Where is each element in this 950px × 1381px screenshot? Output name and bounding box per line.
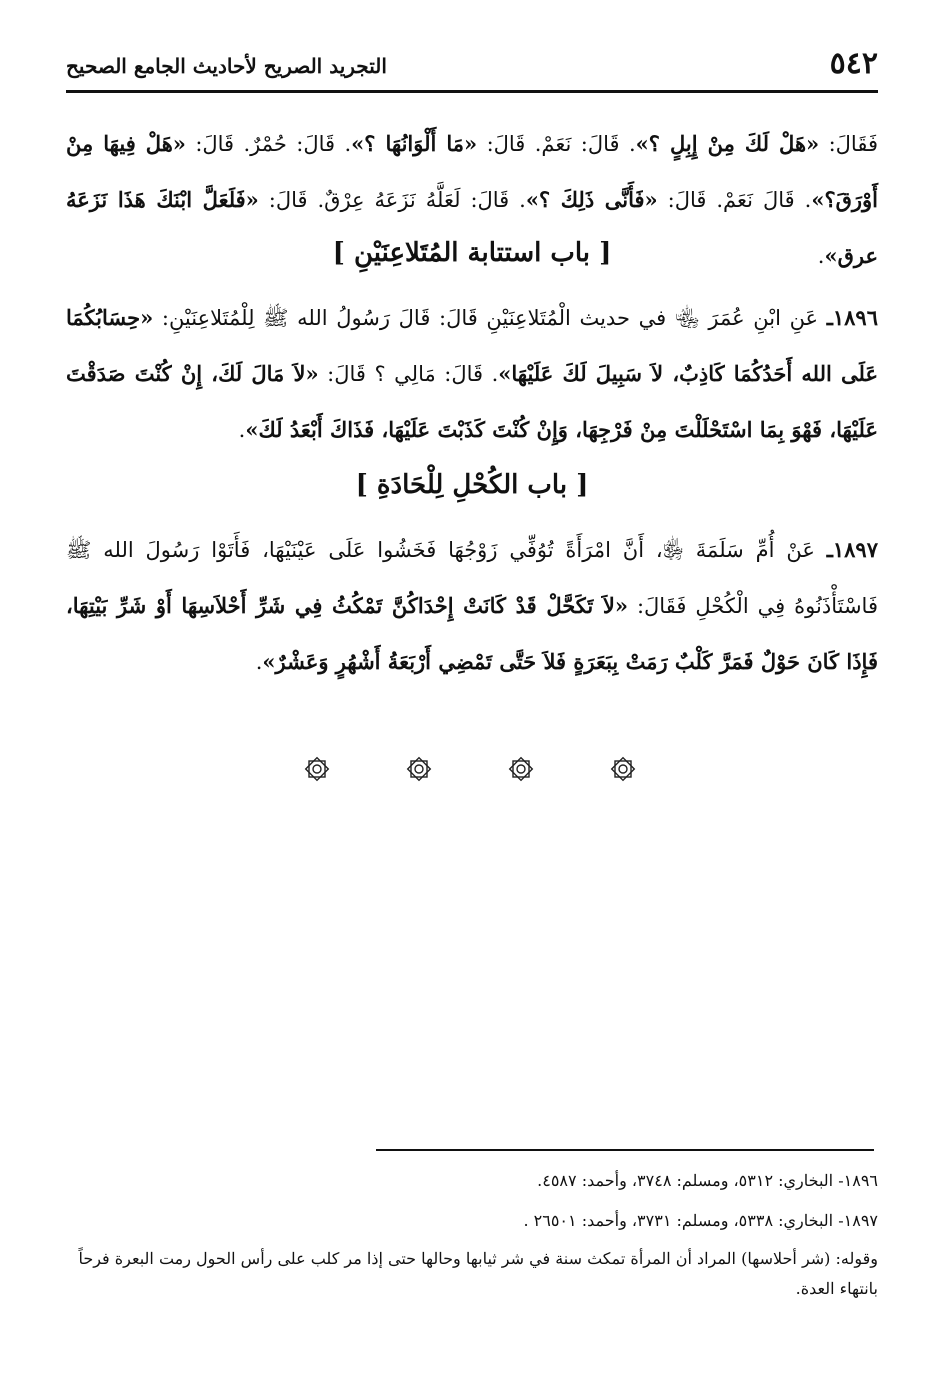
footnote-1896: ١٨٩٦- البخاري: ٥٣١٢، ومسلم: ٣٧٤٨، وأحمد: ٤٥٨٧. xyxy=(537,1171,878,1190)
prophet-quote: «فَأَنَّى ذَلِكَ ؟» xyxy=(525,187,658,212)
section-end-ornaments xyxy=(300,752,640,788)
eight-point-star-icon xyxy=(300,752,334,786)
footnote-1897: ١٨٩٧- البخاري: ٥٣٣٨، ومسلم: ٣٧٣١، وأحمد: ٢٦٥٠١ . xyxy=(523,1211,878,1230)
prophet-quote: «مَا أَلْوَانُهَا ؟» xyxy=(351,131,478,156)
intro-text: . قَالَ: حُمْرٌ. قَالَ: xyxy=(185,132,352,156)
hadith-text: . xyxy=(238,418,246,442)
hadith-text: . قَالَ: مَالِي ؟ قَالَ: xyxy=(318,362,499,386)
eight-point-star-icon xyxy=(402,752,436,786)
hadith-text: عَنْ أُمِّ سَلَمَةَ ﵂، أَنَّ امْرَأَةً تُوُفِّي زَوْجُهَا فَخَشُوا عَلَى عَيْنَيْهَا، فَأَتَوْا رَسُولَ الله ﷺ فَاسْتَأْذَنُوهُ فِي الْكُحْلِ فَقَالَ: xyxy=(66,538,878,618)
page-number: ٥٤٢ xyxy=(829,46,878,81)
header-rule xyxy=(66,90,878,93)
hadith-1897 xyxy=(66,522,878,690)
eight-point-star-icon xyxy=(606,752,640,786)
section-title-kuhl: [ باب الكُحْلِ لِلْحَادَةِ ] xyxy=(355,470,589,500)
intro-text: . قَالَ: نَعَمْ. قَالَ: xyxy=(477,132,636,156)
running-title: التجريد الصريح لأحاديث الجامع الصحيح xyxy=(66,54,387,78)
hadith-number: ١٨٩٦ـ xyxy=(826,305,878,330)
hadith-1896 xyxy=(66,290,878,458)
prophet-quote: «لاَ مَالَ لَكَ، إِنْ كُنْتَ صَدَقْتَ عَلَيْهَا، فَهْوَ بِمَا اسْتَحْلَلْتَ مِنْ فَرْجِهَا، وَإِنْ كُنْتَ كَذَبْتَ عَلَيْهَا، فَذَاكَ أَبْعَدُ لَكَ» xyxy=(66,361,878,442)
eight-point-star-icon xyxy=(504,752,538,786)
prophet-quote: «فَلَعَلَّ ابْنَكَ هَذَا نَزَعَهُ عرق» xyxy=(66,187,878,268)
hadith-text: عَنِ ابْنِ عُمَرَ ﵄ في حديث الْمُتَلاعِنَيْنِ قَالَ: قَالَ رَسُولُ الله ﷺ لِلْمُتَلاعِنَيْنِ: xyxy=(153,306,827,330)
intro-text: . قَالَ نَعَمْ. قَالَ: xyxy=(657,188,812,212)
footnote-explanation: وقوله: (شر أحلاسها) المراد أن المرأة تمكث سنة في شر ثيابها وحالها حتى إذا مر كلب على رأس الحول رمت البعرة فرحاً بانتهاء العدة. xyxy=(78,1249,878,1298)
hadith-text: . xyxy=(255,650,263,674)
hadith-number: ١٨٩٧ـ xyxy=(826,537,878,562)
intro-text: فَقَالَ: xyxy=(819,132,878,156)
prophet-quote: «حِسَابُكُمَا عَلَى الله أَحَدُكُمَا كَاذِبٌ، لاَ سَبِيلَ لَكَ عَلَيْهَا» xyxy=(66,305,878,386)
prophet-quote: «لاَ تَكَحَّلْ قَدْ كَانَتْ إِحْدَاكُنَّ تَمْكُثُ فِي شَرِّ أَحْلاَسِهَا أَوْ شَرِّ بَيْتِهَا، فَإِذَا كَانَ حَوْلٌ فَمَرَّ كَلْبٌ رَمَتْ بِبَعَرَةٍ فَلاَ حَتَّى تَمْضِي أَرْبَعَةُ أَشْهُرٍ وَعَشْرٌ» xyxy=(66,593,878,674)
prophet-quote: «هَلْ لَكَ مِنْ إِبِلٍ ؟» xyxy=(635,131,820,156)
page-header xyxy=(66,40,878,94)
intro-text: . xyxy=(817,244,825,268)
prophet-quote: «هَلْ فِيهَا مِنْ أَوْرَقَ؟» xyxy=(66,131,878,212)
intro-text: . قَالَ: لَعَلَّهُ نَزَعَهُ عِرْقٌ. قَالَ: xyxy=(258,188,526,212)
section-title-istitaba: [ باب استتابة المُتَلاعِنَيْنِ ] xyxy=(332,238,612,268)
footnote-rule xyxy=(376,1149,874,1151)
